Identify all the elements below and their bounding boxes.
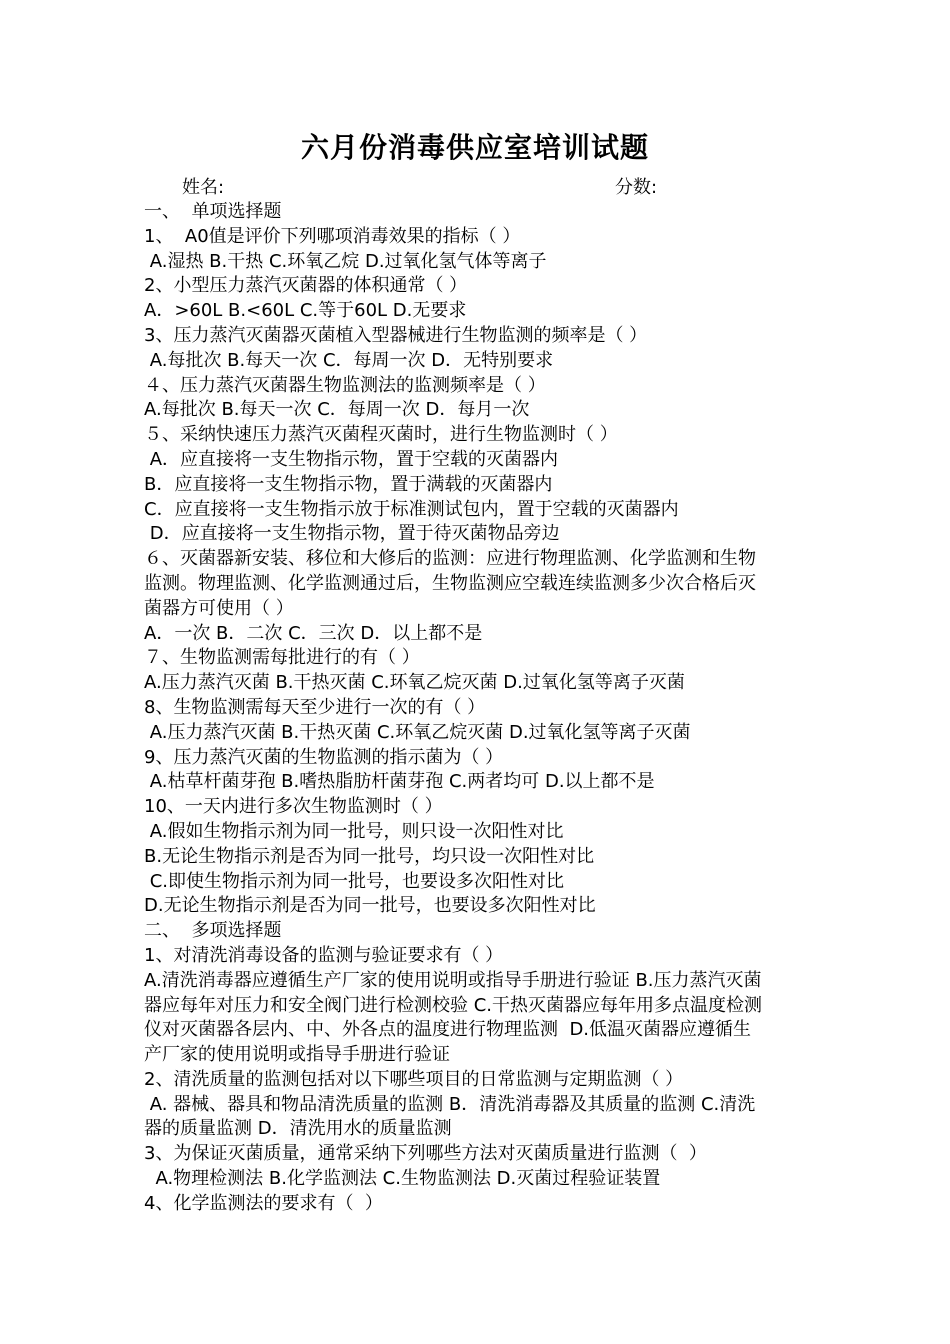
text-line: 2、小型压力蒸汽灭菌器的体积通常（ ） bbox=[144, 275, 468, 297]
text-line: A．应直接将一支生物指示物，置于空载的灭菌器内 bbox=[144, 448, 559, 470]
text-line: 4、化学监测法的要求有（ ） bbox=[144, 1192, 383, 1214]
text-line: A．>60L B.<60L C.等于60L D.无要求 bbox=[144, 300, 467, 322]
text-line: A.清洗消毒器应遵循生产厂家的使用说明或指导手册进行验证 B.压力蒸汽灭菌 bbox=[144, 969, 762, 991]
text-line: A.每批次 B.每天一次 C．每周一次 D．每月一次 bbox=[144, 399, 530, 421]
document-title: 六月份消毒供应室培训试题 bbox=[300, 131, 649, 164]
text-line: A.压力蒸汽灭菌 B.干热灭菌 C.环氧乙烷灭菌 D.过氧化氢等离子灭菌 bbox=[144, 672, 685, 694]
text-line: D.无论生物指示剂是否为同一批号，也要设多次阳性对比 bbox=[144, 895, 596, 917]
text-line: 产厂家的使用说明或指导手册进行验证 bbox=[144, 1044, 450, 1066]
text-line: 3、为保证灭菌质量，通常采纳下列哪些方法对灭菌质量进行监测（ ） bbox=[144, 1143, 707, 1165]
text-line: C．应直接将一支生物指示放于标准测试包内，置于空载的灭菌器内 bbox=[144, 498, 679, 520]
text-line: ５、采纳快速压力蒸汽灭菌程灭菌时，进行生物监测时（ ） bbox=[144, 424, 618, 446]
text-line: A. 器械、器具和物品清洗质量的监测 B．清洗消毒器及其质量的监测 C.清洗 bbox=[144, 1093, 756, 1115]
text-line: ７、生物监测需每批进行的有（ ） bbox=[144, 647, 420, 669]
text-line: 监测。物理监测、化学监测通过后，生物监测应空载连续监测多少次合格后灭 bbox=[144, 572, 756, 594]
text-line: 器应每年对压力和安全阀门进行检测校验 C.干热灭菌器应每年用多点温度检测 bbox=[144, 994, 763, 1016]
text-line: C.即使生物指示剂为同一批号，也要设多次阳性对比 bbox=[144, 870, 565, 892]
score-label: 分数: bbox=[615, 177, 658, 198]
text-line: 二、 多项选择题 bbox=[144, 920, 282, 942]
text-line: 1、 A0值是评价下列哪项消毒效果的指标（ ） bbox=[144, 225, 521, 247]
text-line: 10、一天内进行多次生物监测时（ ） bbox=[144, 796, 443, 818]
text-line: D．应直接将一支生物指示物，置于待灭菌物品旁边 bbox=[144, 523, 560, 545]
text-line: 8、生物监测需每天至少进行一次的有（ ） bbox=[144, 696, 486, 718]
text-line: A.每批次 B.每天一次 C．每周一次 D．无特别要求 bbox=[144, 349, 554, 371]
text-line: A．一次 B．二次 C．三次 D．以上都不是 bbox=[144, 622, 483, 644]
text-line: 一、 单项选择题 bbox=[144, 201, 282, 222]
text-line: A.枯草杆菌芽孢 B.嗜热脂肪杆菌芽孢 C.两者均可 D.以上都不是 bbox=[144, 771, 655, 793]
text-line: A.假如生物指示剂为同一批号，则只设一次阳性对比 bbox=[144, 820, 564, 842]
text-line: A.物理检测法 B.化学监测法 C.生物监测法 D.灭菌过程验证装置 bbox=[144, 1168, 661, 1190]
question-body bbox=[144, 200, 814, 1217]
text-line: 菌器方可使用（ ） bbox=[144, 597, 294, 619]
name-label: 姓名: bbox=[182, 177, 225, 198]
text-line: A.湿热 B.干热 C.环氧乙烷 D.过氧化氢气体等离子 bbox=[144, 250, 547, 272]
text-line: 1、对清洗消毒设备的监测与验证要求有（ ） bbox=[144, 944, 504, 966]
text-line: ４、压力蒸汽灭菌器生物监测法的监测频率是（ ） bbox=[144, 374, 546, 396]
text-line: B.无论生物指示剂是否为同一批号，均只设一次阳性对比 bbox=[144, 845, 595, 867]
text-line: 9、压力蒸汽灭菌的生物监测的指示菌为（ ） bbox=[144, 746, 504, 768]
text-line: B．应直接将一支生物指示物，置于满载的灭菌器内 bbox=[144, 473, 553, 495]
text-line: A.压力蒸汽灭菌 B.干热灭菌 C.环氧乙烷灭菌 D.过氧化氢等离子灭菌 bbox=[144, 721, 691, 743]
text-line: ６、灭菌器新安装、移位和大修后的监测：应进行物理监测、化学监测和生物 bbox=[144, 548, 756, 570]
text-line: 2、清洗质量的监测包括对以下哪些项目的日常监测与定期监测（ ） bbox=[144, 1068, 684, 1090]
text-line: 器的质量监测 D．清洗用水的质量监测 bbox=[144, 1118, 452, 1140]
text-line: 3、压力蒸汽灭菌器灭菌植入型器械进行生物监测的频率是（ ） bbox=[144, 324, 648, 346]
text-line: 仪对灭菌器各层内、中、外各点的温度进行物理监测 D.低温灭菌器应遵循生 bbox=[144, 1019, 752, 1041]
